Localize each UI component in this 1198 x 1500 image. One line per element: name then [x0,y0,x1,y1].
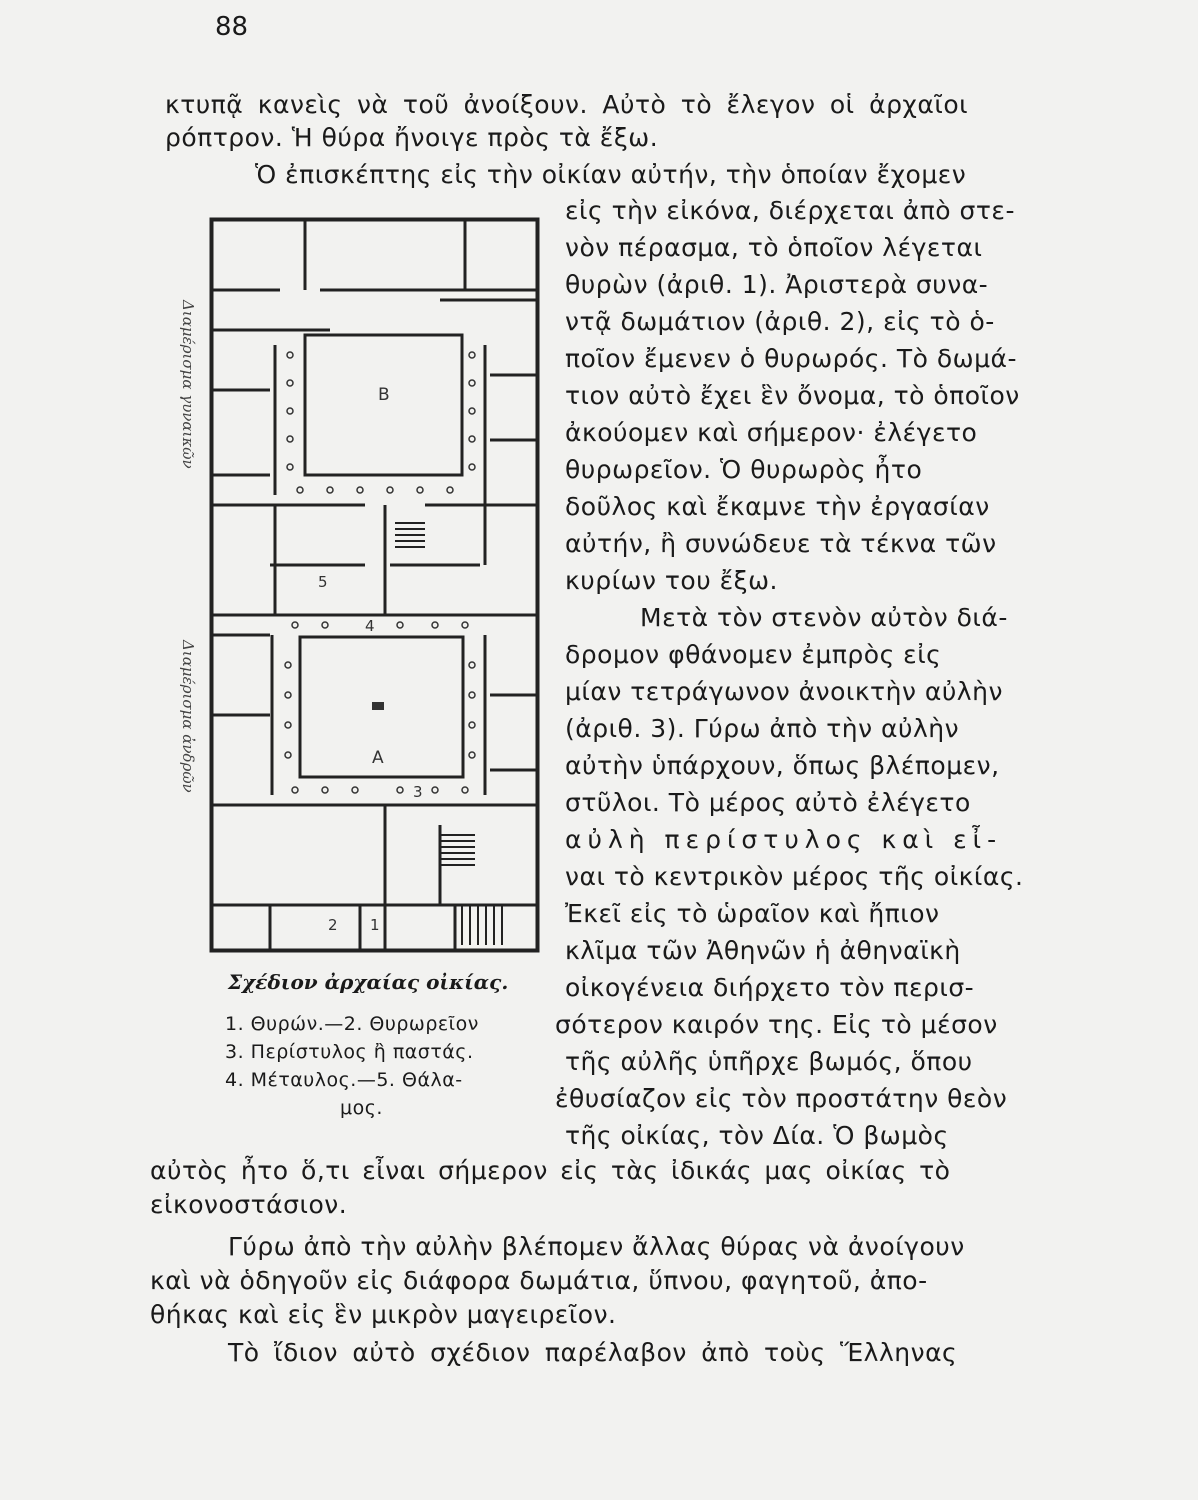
text-line: μίαν τετράγωνον ἀνοικτὴν αὐλὴν [565,677,1003,706]
text-line: εἰκονοστάσιον. [150,1190,348,1219]
plan-walls [210,218,539,952]
page-number: 88 [215,12,249,42]
room-letter-b: Β [378,385,390,405]
text-line: ντᾷ δωμάτιον (ἀριθ. 2), εἰς τὸ ὁ- [565,307,995,336]
text-line: ναι τὸ κεντρικὸν μέρος τῆς οἰκίας. [565,862,1024,891]
plan-columns [285,352,475,793]
text-line: Ὁ ἐπισκέπτης εἰς τὴν οἰκίαν αὐτήν, τὴν ὁποίαν ἔχομεν [255,160,967,189]
text-line: ἀκούομεν καὶ σήμερον· ἐλέγετο [565,418,978,447]
figure-caption-line: 1. Θυρών.—2. Θυρωρεῖον [225,1013,479,1035]
room-number-1: 1 [370,916,380,934]
text-line: Τὸ ἴδιον αὐτὸ σχέδιον παρέλαβον ἀπὸ τοὺς Ἕλληνας [228,1338,958,1367]
text-line: ποῖον ἔμενεν ὁ θυρωρός. Τὸ δωμά- [565,344,1018,373]
text-line: Γύρω ἀπὸ τὴν αὐλὴν βλέπομεν ἄλλας θύρας νὰ ἀνοίγουν [228,1232,965,1261]
text-line: Μετὰ τὸν στενὸν αὐτὸν διά- [640,603,1008,632]
side-label-womens-quarters: Διαμέρισμα γυναικῶν [179,300,197,469]
figure-caption-line: 4. Μέταυλος.—5. Θάλα- [225,1069,463,1091]
plan-altar [372,702,384,710]
text-line: τῆς οἰκίας, τὸν Δία. Ὁ βωμὸς [565,1121,949,1150]
text-line: τῆς αὐλῆς ὑπῆρχε βωμός, ὅπου [565,1047,973,1076]
text-line: καὶ νὰ ὁδηγοῦν εἰς διάφορα δωμάτια, ὕπνου, φαγητοῦ, ἀπο- [150,1266,928,1295]
side-label-mens-quarters: Διαμέρισμα ἀνδρῶν [179,640,197,793]
text-line: κυρίων του ἔξω. [565,566,778,595]
room-number-4: 4 [365,617,375,635]
text-line: νὸν πέρασμα, τὸ ὁποῖον λέγεται [565,233,983,262]
room-number-5: 5 [318,573,328,591]
text-line: αὐλὴ περίστυλος καὶ εἶ- [565,825,1003,854]
text-line: αὐτὴν ὑπάρχουν, ὅπως βλέπομεν, [565,751,1000,780]
text-line: δοῦλος καὶ ἔκαμνε τὴν ἐργασίαν [565,492,990,521]
text-line: Ἐκεῖ εἰς τὸ ὡραῖον καὶ ἤπιον [565,899,940,928]
text-line: θυρωρεῖον. Ὁ θυρωρὸς ἦτο [565,455,923,484]
text-line: κλῖμα τῶν Ἀθηνῶν ἡ ἀθηναϊκὴ [565,936,961,965]
text-line: αὐτὸς ἦτο ὅ,τι εἶναι σήμερον εἰς τὰς ἰδικάς μας οἰκίας τὸ [150,1156,951,1185]
room-number-2: 2 [328,916,338,934]
text-line: κτυπᾷ κανεὶς νὰ τοῦ ἀνοίξουν. Αὐτὸ τὸ ἔλεγον οἱ ἀρχαῖοι [165,90,969,119]
room-number-3: 3 [413,783,423,801]
text-line: τιον αὐτὸ ἔχει ἓν ὄνομα, τὸ ὁποῖον [565,381,1020,410]
house-plan-figure [200,205,550,955]
text-line: θήκας καὶ εἰς ἓν μικρὸν μαγειρεῖον. [150,1300,617,1329]
text-line: οἰκογένεια διήρχετο τὸν περισ- [565,973,975,1002]
text-line: αὐτήν, ἢ συνώδευε τὰ τέκνα τῶν [565,529,997,558]
figure-caption-title: Σχέδιον ἀρχαίας οἰκίας. [228,970,509,994]
figure-caption-line: μος. [340,1097,383,1119]
text-line: (ἀριθ. 3). Γύρω ἀπὸ τὴν αὐλὴν [565,714,960,743]
text-line: θυρὼν (ἀριθ. 1). Ἀριστερὰ συνα- [565,270,989,299]
text-line: σότερον καιρόν της. Εἰς τὸ μέσον [555,1010,998,1039]
text-line: δρομον φθάνομεν ἐμπρὸς εἰς [565,640,942,669]
room-letter-a: Α [372,748,384,768]
figure-caption-line: 3. Περίστυλος ἢ παστάς. [225,1041,474,1063]
text-line: ρόπτρον. Ἡ θύρα ἤνοιγε πρὸς τὰ ἔξω. [165,123,659,152]
text-line: εἰς τὴν εἰκόνα, διέρχεται ἀπὸ στε- [565,196,1015,225]
text-line: στῦλοι. Τὸ μέρος αὐτὸ ἐλέγετο [565,788,971,817]
text-line: ἐθυσίαζον εἰς τὸν προστάτην θεὸν [555,1084,1008,1113]
